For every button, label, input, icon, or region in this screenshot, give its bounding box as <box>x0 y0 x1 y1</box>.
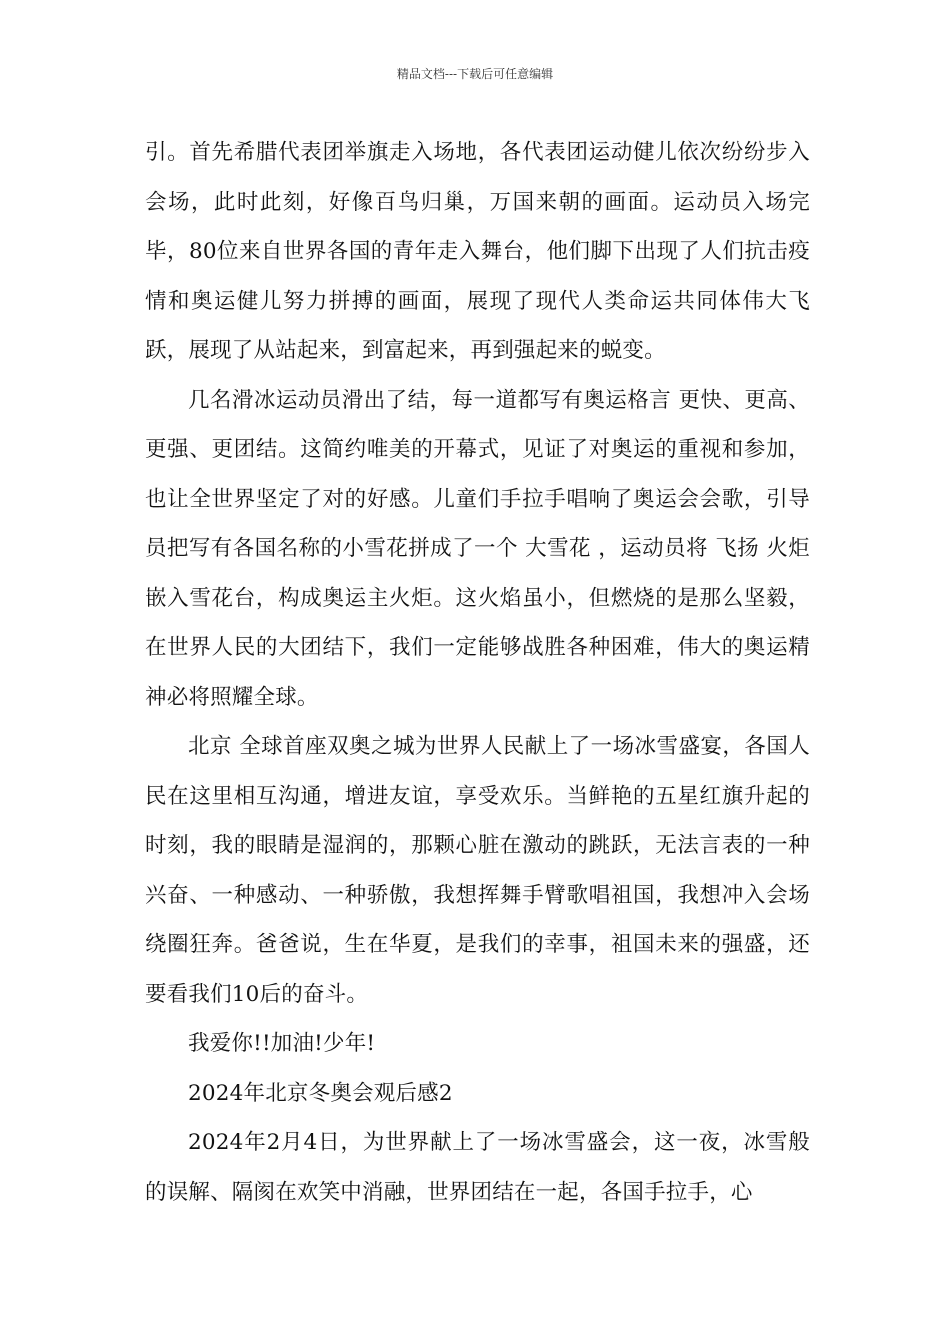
section-heading: 2024年北京冬奥会观后感2 <box>188 1080 453 1106</box>
paragraph-beijing: 北京 全球首座双奥之城为世界人民献上了一场冰雪盛宴，各国人民在这里相互沟通，增进友谊，享受欢乐。当鲜艳的五星红旗升起的时刻，我的眼睛是湿润的，那颗心脏在激动的跳跃，无法言表的一种兴奋、一种感动、一种骄傲，我想挥舞手臂歌唱祖国，我想冲入会场绕圈狂奔。爸爸说，生在华夏，是我们的幸事，祖国未来的强盛，还要看我们10后的奋斗。 <box>145 734 810 1007</box>
paragraph-feb-fourth: 2024年2月4日，为世界献上了一场冰雪盛会，这一夜，冰雪般的误解、隔阂在欢笑中消融，世界团结在一起，各国手拉手，心 <box>145 1130 810 1205</box>
document-body <box>145 128 810 1217</box>
paragraph-exclamation: 我爱你!!加油!少年! <box>188 1031 376 1056</box>
paragraph-opening-ceremony: 引。首先希腊代表团举旗走入场地，各代表团运动健儿依次纷纷步入会场，此时此刻，好像百鸟归巢，万国来朝的画面。运动员入场完毕，80位来自世界各国的青年走入舞台，他们脚下出现了人们抗击疫情和奥运健儿努力拼搏的画面，展现了现代人类命运共同体伟大飞跃，展现了从站起来，到富起来，再到强起来的蜕变。 <box>145 140 810 363</box>
page-header: 精品文档---下载后可任意编辑 <box>396 67 554 81</box>
paragraph-skaters: 几名滑冰运动员滑出了结，每一道都写有奥运格言 更快、更高、更强、更团结。这简约唯美的开幕式，见证了对奥运的重视和参加，也让全世界坚定了对的好感。儿童们手拉手唱响了奥运会会歌，引导员把写有各国名称的小雪花拼成了一个 大雪花 ，运动员将 飞扬 火炬嵌入雪花台，构成奥运主火炬。这火焰虽小，但燃烧的是那么坚毅，在世界人民的大团结下，我们一定能够战胜各种困难，伟大的奥运精神必将照耀全球。 <box>145 387 810 710</box>
